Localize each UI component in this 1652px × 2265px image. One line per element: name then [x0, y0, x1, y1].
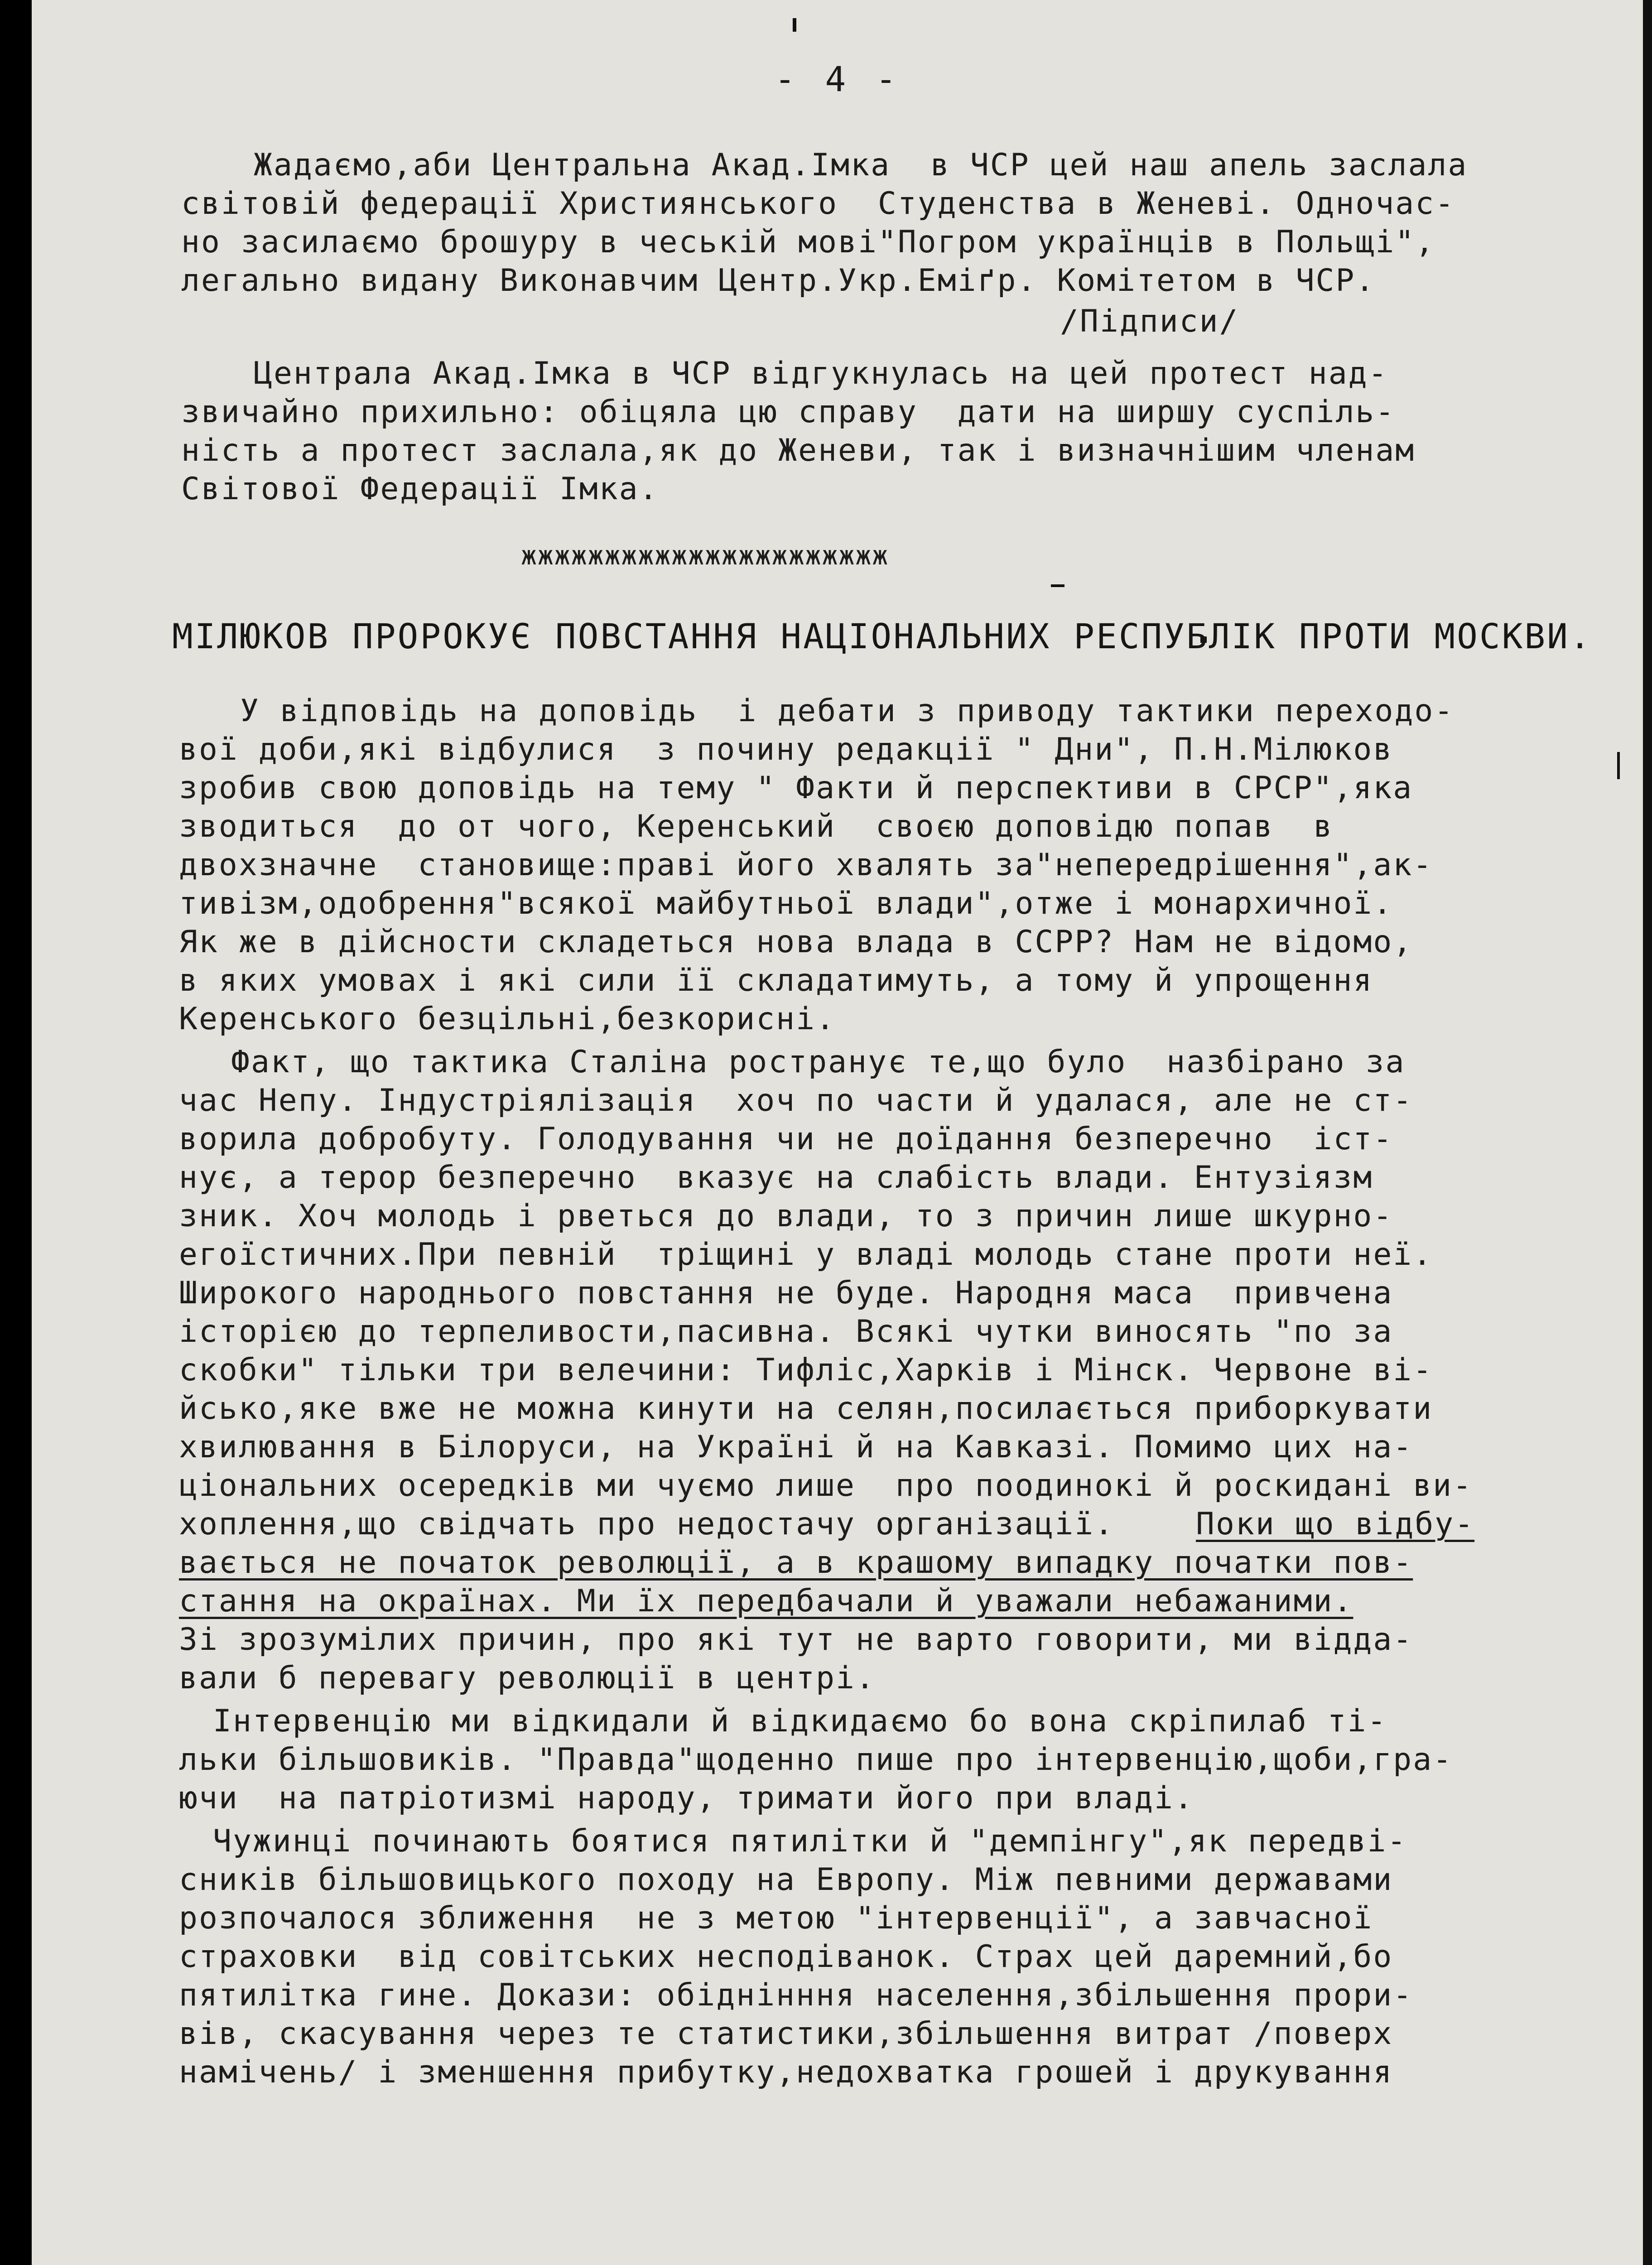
- text-line: розпочалося зближення не з метою "інтервенції", а завчасної: [179, 1900, 1373, 1936]
- text-line: час Непу. Індустріялізація хоч по части й удалася, але не ст-: [179, 1083, 1413, 1118]
- film-border-right: [1643, 0, 1652, 2265]
- text-line: Як же в дійсности складеться нова влада в ССРР? Нам не відомо,: [179, 924, 1413, 960]
- text-line: Жадаємо,аби Центральна Акад.Імка в ЧСР цей наш апель заслала: [254, 147, 1468, 183]
- text-line: пятилітка гине. Докази: обіднінння населення,збільшення прори-: [179, 1977, 1413, 2013]
- text-line: вої доби,які відбулися з почину редакції " Дни", П.Н.Мілюков: [179, 732, 1393, 767]
- film-border-left: [0, 0, 32, 2265]
- underlined-text-line: Поки що відбу-: [1196, 1506, 1475, 1542]
- text-line: егоїстичних.При певній тріщині у владі молодь стане проти неї.: [179, 1237, 1433, 1272]
- text-line: тивізм,одобрення"всякої майбутньої влади",отже і монархичної.: [179, 886, 1393, 921]
- text-line: Керенського безцільні,безкорисні.: [179, 1001, 836, 1037]
- text-line: скобки" тільки три велечини: Тифліс,Харків і Мінск. Червоне ві-: [179, 1352, 1433, 1388]
- text-line: зробив свою доповідь на тему " Факти й перспективи в СРСР",яка: [179, 770, 1413, 806]
- text-line: хвилювання в Білоруси, на Україні й на Кавказі. Помимо цих на-: [179, 1429, 1413, 1465]
- text-line: Зі зрозумілих причин, про які тут не варто говорити, ми відда-: [179, 1622, 1413, 1658]
- text-line: в яких умовах і які сили її складатимуть, а тому й упрощення: [179, 963, 1373, 998]
- text-line: страховки від совітських несподіванок. Страх цей даремний,бо: [179, 1939, 1393, 1975]
- text-line: ність а протест заслала,як до Женеви, так і визначнішим членам: [181, 433, 1416, 468]
- underlined-text-line: стання на окраїнах. Ми їх передбачали й уважали небажаними.: [179, 1583, 1353, 1619]
- separator-line: жжжжжжжжжжжжжжжжжжжжжж: [521, 540, 889, 571]
- text-line: йсько,яке вже не можна кинути на селян,посилається приборкувати: [179, 1391, 1433, 1426]
- article-title: МІЛЮКОВ ПРОРОКУЄ ПОВСТАННЯ НАЦІОНАЛЬНИХ РЕСПУБЛІК ПРОТИ МОСКВИ.: [172, 616, 1592, 656]
- text-line: зник. Хоч молодь і рветься до влади, то з причин лише шкурно-: [179, 1198, 1393, 1234]
- text-line: Факт, що тактика Сталіна ространує те,що було назбірано за: [231, 1044, 1406, 1080]
- text-line: хоплення,що свідчать про недостачу організації.: [179, 1506, 1115, 1542]
- text-line: нує, а терор безперечно вказує на слабість влади. Ентузіязм: [179, 1160, 1373, 1195]
- text-line: Інтервенцію ми відкидали й відкидаємо бо вона скріпилаб ті-: [213, 1703, 1387, 1739]
- text-line: ючи на патріотизмі народу, тримати його при владі.: [179, 1780, 1194, 1816]
- text-line: вали б перевагу революції в центрі.: [179, 1660, 876, 1696]
- text-line: Світової Федерації Імка.: [181, 471, 659, 507]
- text-line: льки більшовиків. "Правда"щоденно пише про інтервенцію,щоби,гра-: [179, 1742, 1453, 1778]
- ink-speck: [793, 18, 796, 32]
- text-line: ціональних осередків ми чуємо лише про поодинокі й роскидані ви-: [179, 1468, 1473, 1504]
- text-line: сників більшовицького походу на Европу. Між певними державами: [179, 1862, 1393, 1898]
- text-line: но засилаємо брошуру в чеській мові"Погром українців в Польщі",: [181, 224, 1435, 260]
- underlined-text-line: вається не початок революції, а в крашому випадку початки пов-: [179, 1545, 1413, 1581]
- text-line: У відповідь на доповідь і дебати з приводу тактики переходо-: [240, 693, 1455, 729]
- text-line: вів, скасування через те статистики,збільшення витрат /поверх: [179, 2016, 1393, 2052]
- text-line: двохзначне становище:праві його хвалять за"непередрішення",ак-: [179, 847, 1433, 883]
- page-number: - 4 -: [775, 59, 901, 99]
- text-line: історією до терпеливости,пасивна. Всякі чутки виносять "по за: [179, 1314, 1393, 1349]
- ink-speck: [1617, 752, 1620, 779]
- text-line: ворила добробуту. Голодування чи не доїдання безперечно іст-: [179, 1121, 1393, 1157]
- signature-note: /Підписи/: [1060, 304, 1239, 339]
- text-line: зводиться до от чого, Керенський своєю доповідю попав в: [179, 809, 1334, 844]
- text-line: намічень/ і зменшення прибутку,недохватка грошей і друкування: [179, 2054, 1393, 2090]
- ink-speck: [1051, 584, 1064, 587]
- text-line: звичайно прихильно: обіцяла цю справу дати на ширшу суспіль-: [181, 394, 1396, 430]
- text-line: легально видану Виконавчим Центр.Укр.Еміґр. Комітетом в ЧСР.: [181, 263, 1376, 299]
- text-line: Чужинці починають боятися пятилітки й "демпінгу",як передві-: [213, 1823, 1407, 1859]
- text-line: світовій федерації Християнського Студенства в Женеві. Одночас-: [181, 186, 1455, 222]
- text-line: Широкого народнього повстання не буде. Народня маса привчена: [179, 1275, 1393, 1311]
- text-line: Централа Акад.Імка в ЧСР відгукнулась на цей протест над-: [254, 356, 1388, 391]
